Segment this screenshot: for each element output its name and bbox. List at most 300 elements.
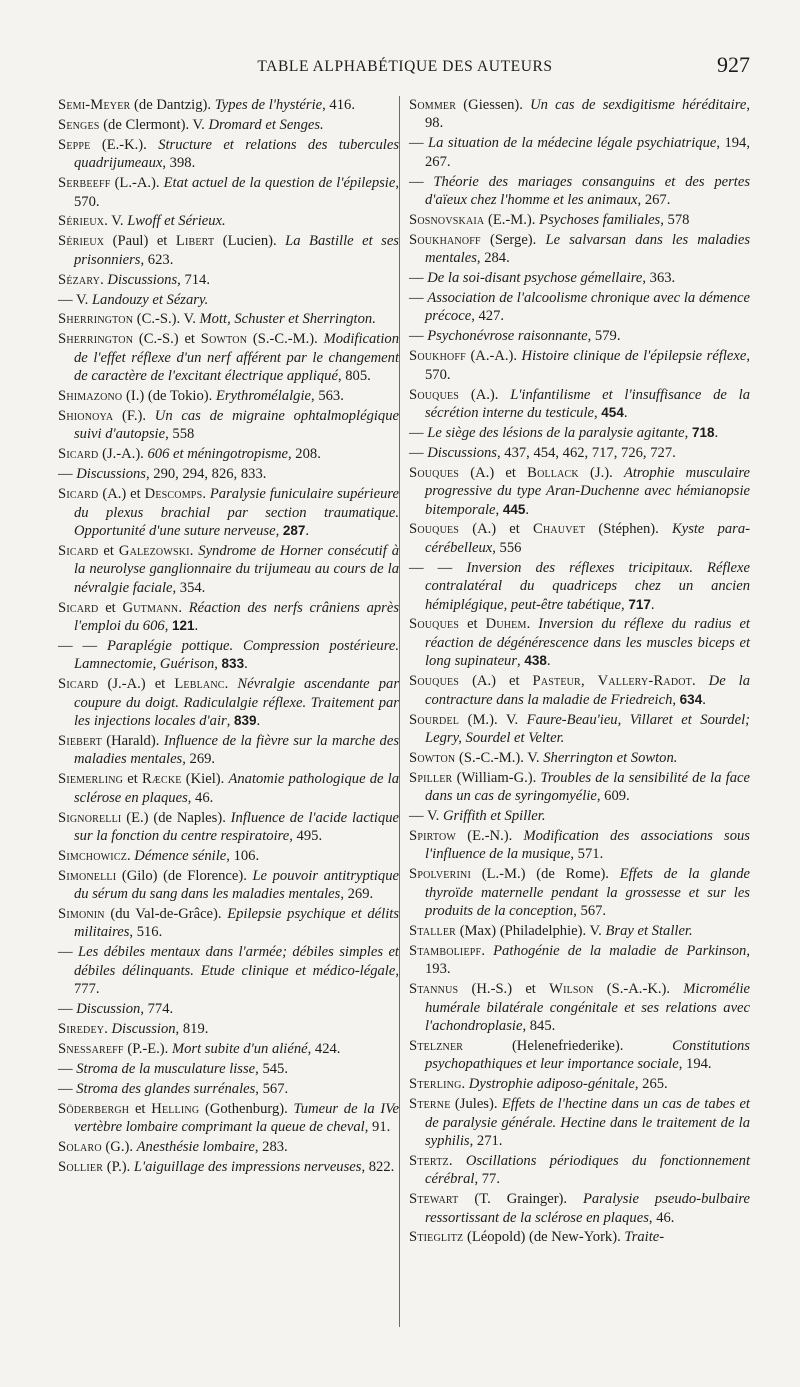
work-title: Atrophie musculaire progressive du type Aran-Duchenne avec hémianopsie bitemporale — [425, 464, 750, 518]
entry-text: (F.). — [113, 408, 155, 424]
author-name: Soukhoff — [409, 348, 466, 365]
work-title: Sherrington et Sowton. — [543, 749, 678, 766]
entry-text: , 354. — [172, 579, 206, 596]
entry-text: , 269. — [340, 886, 374, 903]
entry-text: (T. Grainger). — [458, 1191, 584, 1208]
index-entry — [58, 232, 399, 269]
index-entry — [58, 1060, 399, 1078]
entry-text: . — [546, 653, 551, 670]
entry-text: — — [409, 270, 428, 287]
running-title: TABLE ALPHABÉTIQUE DES AUTEURS — [257, 58, 553, 75]
work-title: Réaction des nerfs crâniens après l'emploi du 606 — [74, 599, 399, 634]
page-reference: 717 — [628, 596, 651, 612]
index-entry — [58, 1138, 399, 1156]
entry-text: , 571. — [570, 846, 604, 863]
entry-text: (A.) et — [459, 464, 528, 481]
work-title: Le siège des lésions de la paralysie agitante — [427, 424, 685, 441]
work-title: Paralysie pseudo-bulbaire ressortissant de la sclérose en plaques — [425, 1191, 751, 1226]
author-name: Sosnovskaia — [409, 211, 485, 228]
entry-text: , 427. — [471, 308, 505, 325]
entry-text: (de Clermont). V. — [99, 116, 209, 133]
work-title: De la soi-disant psychose gémellaire — [427, 270, 643, 287]
index-entry — [58, 867, 399, 904]
entry-text: , 194, 267. — [425, 135, 750, 170]
entry-text: , 578 — [660, 211, 690, 228]
entry-text: , 283. — [254, 1138, 288, 1155]
author-name: Bollack — [527, 464, 579, 481]
entry-text: . — [194, 617, 199, 634]
work-title: La situation de la médecine légale psychiatrique — [428, 135, 717, 152]
work-title: La Bastille et ses prisonniers — [74, 233, 399, 268]
index-entry — [409, 711, 750, 748]
author-name: Serbeeff — [58, 175, 111, 192]
entry-text: , — [594, 405, 602, 421]
index-entry — [58, 770, 399, 807]
page-number: 927 — [717, 52, 750, 77]
author-name: Spiller — [409, 769, 453, 786]
entry-text: (G.). — [101, 1138, 137, 1155]
work-title: Discussions — [76, 466, 146, 483]
entry-text: (E.-M.). — [484, 211, 540, 228]
author-name: Souques — [409, 386, 460, 403]
entry-text: . — [448, 1152, 466, 1169]
work-title: Dromard et Senges. — [208, 116, 324, 133]
entry-text: . — [100, 271, 108, 288]
entry-text: (I.) (de Tokio). — [122, 388, 216, 405]
work-title: Discussions — [107, 271, 178, 288]
entry-text: (Max) (Philadelphie). V. — [456, 922, 606, 939]
entry-text: (Léopold) (de New-York). — [463, 1229, 625, 1246]
work-title: Névralgie ascendante par coupure du doigt. Radiculalgie réflexe. Traitement par les injections locales d'air — [74, 676, 400, 729]
entry-text: , 609. — [596, 788, 630, 805]
entry-text: , 563. — [311, 388, 344, 405]
author-name: Sérieux — [58, 213, 105, 230]
entry-text: (Gothenburg). — [199, 1100, 294, 1117]
entry-text: , 567. — [573, 903, 607, 920]
entry-text: , 570. — [425, 348, 750, 383]
work-title: Troubles de la sensibilité de la face dans un cas de syringomyélie — [425, 769, 751, 805]
entry-text: — — [409, 173, 434, 190]
index-entry — [409, 615, 750, 670]
index-entry — [409, 942, 750, 979]
author-name: Siredey — [58, 1021, 105, 1037]
entry-text: , 570. — [74, 175, 399, 210]
entry-text: (William-G.). — [452, 769, 541, 786]
entry-text: . — [461, 1076, 469, 1093]
entry-text: . — [202, 486, 210, 503]
author-name: Stertz — [409, 1152, 449, 1169]
entry-text: . — [104, 1021, 112, 1037]
author-name: Sicard — [58, 599, 99, 616]
author-name: Sézary — [58, 271, 101, 288]
entry-text: (J.-A.) et — [98, 676, 175, 693]
entry-text: (A.-A.). — [465, 348, 522, 365]
index-entry — [58, 637, 399, 674]
author-name: Helling — [151, 1100, 200, 1117]
entry-text: — — [58, 1001, 77, 1018]
entry-text: , 398. — [162, 155, 196, 172]
entry-text: (de Dantzig). — [130, 97, 215, 113]
entry-text: , 77. — [474, 1171, 500, 1188]
index-entry — [58, 599, 399, 636]
work-title: Etat actuel de la question de l'épilepsie — [163, 175, 396, 192]
entry-text: , 106. — [226, 847, 260, 864]
entry-text: — — [409, 444, 428, 461]
entry-text: , — [495, 501, 503, 518]
work-title: Syndrome de Horner consécutif à la neurolyse ganglionnaire du trijumeau au cours de la névralgie faciale — [74, 542, 399, 596]
index-entry — [58, 116, 399, 134]
entry-text: (H.-S.) et — [458, 981, 550, 998]
author-name: Snessareff — [58, 1040, 124, 1057]
entry-text: — V. — [58, 291, 92, 308]
index-entry — [58, 542, 399, 597]
entry-text: , 623. — [140, 251, 174, 268]
work-title: Tumeur de la IVe vertèbre lombaire comprimant la queue de cheval — [74, 1100, 399, 1136]
work-title: Mort subite d'un aliéné — [171, 1040, 308, 1057]
work-title: Les débiles mentaux dans l'armée; débiles simples et débiles délinquants. Etude clinique et médico-légale — [74, 944, 399, 979]
entry-text: — — [409, 135, 429, 152]
entry-text: . — [244, 656, 248, 673]
index-entry — [409, 1152, 750, 1189]
index-entry — [409, 347, 750, 384]
index-entry — [409, 1228, 750, 1246]
index-column-right — [409, 96, 750, 1248]
work-title: De la contracture dans la maladie de Friedreich — [425, 673, 751, 708]
author-name: Shionoya — [58, 408, 114, 424]
entry-text: (A.) et — [98, 486, 145, 503]
page-reference: 833 — [221, 656, 245, 672]
entry-text: , 845. — [522, 1018, 556, 1034]
entry-text: , 774. — [140, 1001, 174, 1018]
entry-text: . — [127, 847, 135, 864]
work-title: L'aiguillage des impressions nerveuses — [133, 1158, 362, 1175]
entry-text: , 91. — [364, 1119, 391, 1136]
entry-text: , 819. — [175, 1021, 209, 1037]
work-title: Micromélie humérale bilatérale congénitale et ses relations avec l'achondroplasie — [425, 981, 750, 1034]
author-name: Simonin — [58, 906, 105, 923]
index-entry — [409, 134, 750, 171]
index-entry — [58, 330, 399, 385]
index-entry — [58, 465, 399, 483]
index-entry — [58, 1020, 399, 1038]
author-name: Siemerling — [58, 771, 124, 788]
author-name: Sérieux — [58, 233, 105, 250]
entry-text: (M.). V. — [459, 711, 527, 728]
entry-text: , — [580, 673, 598, 690]
index-entry — [58, 174, 399, 211]
entry-text: , — [275, 522, 283, 539]
entry-text: . — [692, 673, 709, 690]
author-name: Sterling — [409, 1076, 462, 1093]
page-reference: 287 — [282, 522, 306, 538]
author-name: Solaro — [58, 1138, 102, 1155]
work-title: Influence de l'acide lactique sur la fonction du centre respiratoire — [74, 809, 399, 844]
author-name: Souques — [409, 521, 460, 538]
author-name: Stieglitz — [409, 1229, 464, 1246]
work-title: Inversion du réflexe du radius et réaction de dégénérescence dans les muscles biceps et long supinateur — [425, 616, 750, 670]
index-entry — [58, 407, 399, 444]
entry-text: (du Val-de-Grâce). — [104, 906, 228, 923]
index-entry — [58, 1000, 399, 1018]
work-title: Landouzy et Sézary. — [91, 291, 209, 308]
author-name: Sollier — [58, 1158, 104, 1175]
work-title: Le pouvoir antitryptique du sérum du sang dans les maladies mentales — [74, 867, 399, 903]
entry-text: , — [214, 656, 222, 673]
entry-text: (E.-K.). — [90, 136, 159, 153]
work-title: Psychonévrose raisonnante — [427, 328, 588, 345]
work-title: Effets de l'hectine dans un cas de tabes et de paralysie générale. Hectine dans le traitement de la syphilis — [425, 1096, 750, 1149]
entry-text: , — [226, 713, 234, 729]
author-name: Spolverini — [409, 866, 471, 883]
entry-text: et — [98, 599, 123, 616]
author-name: Simonelli — [58, 867, 117, 884]
work-title: Psychoses familiales — [539, 211, 661, 228]
work-title: Kyste para-cérébelleux — [425, 521, 750, 556]
entry-text: . — [702, 691, 706, 708]
work-title: Discussion — [76, 1001, 141, 1018]
entry-text: . — [305, 522, 310, 539]
author-name: Sicard — [58, 676, 99, 693]
index-entry — [58, 387, 399, 405]
work-title: Anatomie pathologique de la sclérose en plaques — [74, 771, 399, 806]
work-title: 606 et méningotropisme — [147, 446, 288, 463]
index-entry — [58, 809, 399, 846]
entry-text: (Gilo) (de Florence). — [116, 867, 253, 884]
index-entry — [409, 211, 750, 229]
author-name: Sicard — [58, 542, 99, 559]
author-name: Stewart — [409, 1191, 459, 1208]
author-name: Siebert — [58, 732, 102, 749]
index-entry — [58, 212, 399, 230]
index-entry — [58, 943, 399, 998]
author-name: Galezowski — [118, 542, 190, 559]
entry-text: , 579. — [587, 328, 621, 345]
work-title: Démence sénile — [134, 847, 227, 864]
entry-text: — — — [409, 559, 467, 576]
index-entry — [58, 485, 399, 540]
work-title: Structure et relations des tubercules quadrijumeaux — [74, 136, 400, 172]
entry-text: , 495. — [289, 827, 323, 844]
work-title: Types de l'hystérie — [214, 97, 323, 113]
author-name: Chauvet — [533, 521, 586, 538]
entry-text: (C.-S.). V. — [133, 311, 200, 328]
page-reference: 839 — [233, 713, 257, 728]
entry-text: — — [58, 466, 77, 483]
work-title: Discussion — [111, 1021, 176, 1037]
entry-text: , 558 — [165, 426, 195, 443]
entry-text: (S.-C.-M.). — [247, 331, 324, 348]
index-entry — [409, 1190, 750, 1227]
entry-text: (Serge). — [480, 231, 546, 248]
index-entry — [409, 520, 750, 557]
entry-text: (L.-A.). — [110, 175, 164, 192]
entry-text: (Kiel). — [181, 771, 229, 788]
page-reference: 445 — [502, 501, 526, 517]
index-entry — [58, 96, 399, 114]
index-entry — [58, 905, 399, 942]
author-name: Pasteur — [532, 673, 581, 690]
author-name: Signorelli — [58, 809, 122, 826]
page-header — [60, 52, 750, 86]
work-title: Constitutions psychopathiques et leur importance sociale — [425, 1037, 750, 1073]
entry-text: et — [98, 542, 119, 559]
entry-text: , 556 — [492, 539, 522, 556]
index-entry — [409, 386, 750, 423]
work-title: Pathogénie de la maladie de Parkinson — [493, 942, 747, 959]
entry-text: , — [684, 424, 692, 441]
author-name: Staller — [409, 922, 457, 939]
author-name: Wilson — [549, 981, 594, 998]
index-entry — [409, 827, 750, 864]
entry-text: , — [164, 617, 172, 634]
work-title: Paralysie funiculaire supérieure du plexus brachial par section traumatique. Opportunité d'une suture nerveuse — [74, 486, 400, 539]
entry-text: (Lucien). — [214, 233, 286, 250]
entry-text: , 777. — [74, 962, 399, 998]
entry-text: (P.). — [103, 1158, 134, 1175]
index-entry — [409, 173, 750, 210]
author-name: Sterne — [409, 1096, 451, 1113]
work-title: Erythromélalgie — [215, 388, 312, 405]
index-entry — [58, 271, 399, 289]
index-entry — [58, 1158, 399, 1176]
entry-text: , 545. — [255, 1060, 288, 1077]
work-title: Traite- — [624, 1229, 665, 1246]
work-title: Effets de la glande thyroïde maternelle pendant la grossesse et sur les produits de la conception — [425, 866, 750, 920]
entry-text: (L.-M.) (de Rome). — [470, 866, 620, 883]
entry-text: — — [409, 290, 428, 307]
work-title: Stroma de la musculature lisse — [76, 1060, 256, 1077]
entry-text: . — [189, 542, 199, 559]
entry-text: — — [409, 424, 428, 441]
page-reference: 454 — [601, 405, 624, 420]
author-name: Duhem — [485, 616, 527, 633]
index-entry — [409, 464, 750, 519]
work-title: Anesthésie lombaire — [136, 1138, 255, 1155]
entry-text: (J.-A.). — [98, 446, 148, 463]
entry-text: , 46. — [187, 789, 214, 806]
work-title: Lwoff et Sérieux. — [127, 213, 226, 230]
author-name: Sowton — [200, 331, 248, 348]
entry-text: — — [58, 944, 79, 961]
author-name: Shimazono — [58, 388, 123, 405]
index-entry — [409, 1037, 750, 1074]
work-title: Influence de la fièvre sur la marche des maladies mentales — [74, 732, 399, 768]
author-name: Semi-Meyer — [58, 97, 131, 113]
work-title: Mott, Schuster et Sherrington. — [199, 311, 376, 328]
index-entry — [409, 1095, 750, 1150]
index-entry — [409, 865, 750, 920]
entry-text: , 567. — [255, 1080, 289, 1097]
index-entry — [58, 445, 399, 463]
author-name: Sicard — [58, 486, 99, 503]
work-title: Un cas de sexdigitisme héréditaire — [530, 97, 747, 113]
entry-text: (S.-C.-M.). V. — [455, 749, 544, 766]
page-reference: 634 — [679, 691, 703, 707]
entry-text: , 290, 294, 826, 833. — [145, 466, 267, 483]
entry-text: , 516. — [129, 924, 163, 941]
work-title: Dystrophie adiposo-génitale — [468, 1076, 635, 1093]
entry-text: (A.) et — [459, 521, 534, 538]
index-entry — [58, 136, 399, 173]
entry-text: — — — [58, 637, 107, 654]
entry-text: (Helenefriederike). — [463, 1037, 673, 1054]
index-entry — [58, 291, 399, 309]
author-name: Sicard — [58, 446, 99, 463]
entry-text: — V. — [409, 808, 443, 825]
entry-text: et — [459, 616, 486, 633]
entry-text: , 424. — [307, 1040, 341, 1057]
entry-text: . — [623, 405, 628, 421]
entry-text: , — [517, 653, 525, 670]
index-column-left — [58, 96, 399, 1178]
author-name: Leblanc — [174, 676, 225, 693]
author-name: Stelzner — [409, 1037, 464, 1054]
work-title: Paraplégie pottique. Compression postérieure. Lamnectomie, Guérison — [74, 637, 399, 673]
entry-text: , 271. — [469, 1132, 503, 1149]
index-entry — [409, 922, 750, 940]
index-entry — [58, 847, 399, 865]
entry-text: — — [409, 328, 428, 345]
work-title: Bray et Staller. — [605, 922, 693, 939]
index-entry — [409, 289, 750, 326]
work-title: L'infantilisme et l'insuffisance de la sécrétion interne du testicule — [425, 386, 750, 421]
work-title: Inversion des réflexes tricipitaux. Réflexe contralatéral du quadriceps chez un ancien hémiplégique, peut-être tabétique — [425, 559, 750, 613]
index-entry — [409, 559, 750, 614]
index-entry — [409, 424, 750, 442]
author-name: Spirtow — [409, 827, 457, 844]
entry-text: (A.). — [459, 386, 511, 403]
entry-text: (Giessen). — [456, 97, 531, 113]
index-entry — [409, 672, 750, 709]
work-title: Un cas de migraine ophtalmoplégique suivi d'autopsie — [74, 408, 399, 443]
entry-text: . V. — [104, 213, 128, 230]
author-name: Sherrington — [58, 331, 134, 348]
index-entry — [58, 675, 399, 730]
index-entry — [409, 1075, 750, 1093]
entry-text: et — [129, 1100, 152, 1117]
author-name: Simchowicz — [58, 847, 127, 864]
index-entry — [409, 980, 750, 1035]
work-title: Histoire clinique de l'épilepsie réflexe — [521, 348, 747, 365]
work-title: Association de l'alcoolisme chronique avec la démence précoce — [425, 290, 750, 325]
entry-text: (S.-A.-K.). — [593, 981, 684, 998]
entry-text: (Paul) et — [104, 233, 176, 250]
entry-text: , 269. — [182, 751, 216, 768]
author-name: Gutmann — [122, 599, 179, 616]
entry-text: . — [224, 676, 238, 693]
author-name: Sommer — [409, 97, 457, 113]
index-entry — [409, 749, 750, 767]
entry-text: . — [526, 616, 539, 633]
work-title: Faure-Beau'ieu, Villaret et Sourdel; Legry, Sourdel et Velter. — [425, 711, 750, 746]
author-name: Sowton — [409, 749, 456, 766]
entry-text: . — [714, 424, 719, 441]
entry-text: et — [123, 771, 142, 788]
entry-text: , 284. — [476, 250, 510, 267]
entry-text: (Harald). — [101, 732, 164, 749]
entry-text: (J.). — [578, 464, 624, 481]
entry-text: , — [672, 691, 680, 708]
entry-text: , 267. — [637, 192, 671, 209]
author-name: Stamboliepf — [409, 942, 482, 959]
index-entry — [58, 732, 399, 769]
author-name: Souques — [409, 673, 460, 690]
author-name: Söderbergh — [58, 1100, 130, 1117]
author-name: Sourdel — [409, 711, 460, 728]
work-title: Griffith et Spiller. — [442, 808, 546, 825]
author-name: Souques — [409, 464, 460, 481]
index-entry — [409, 807, 750, 825]
